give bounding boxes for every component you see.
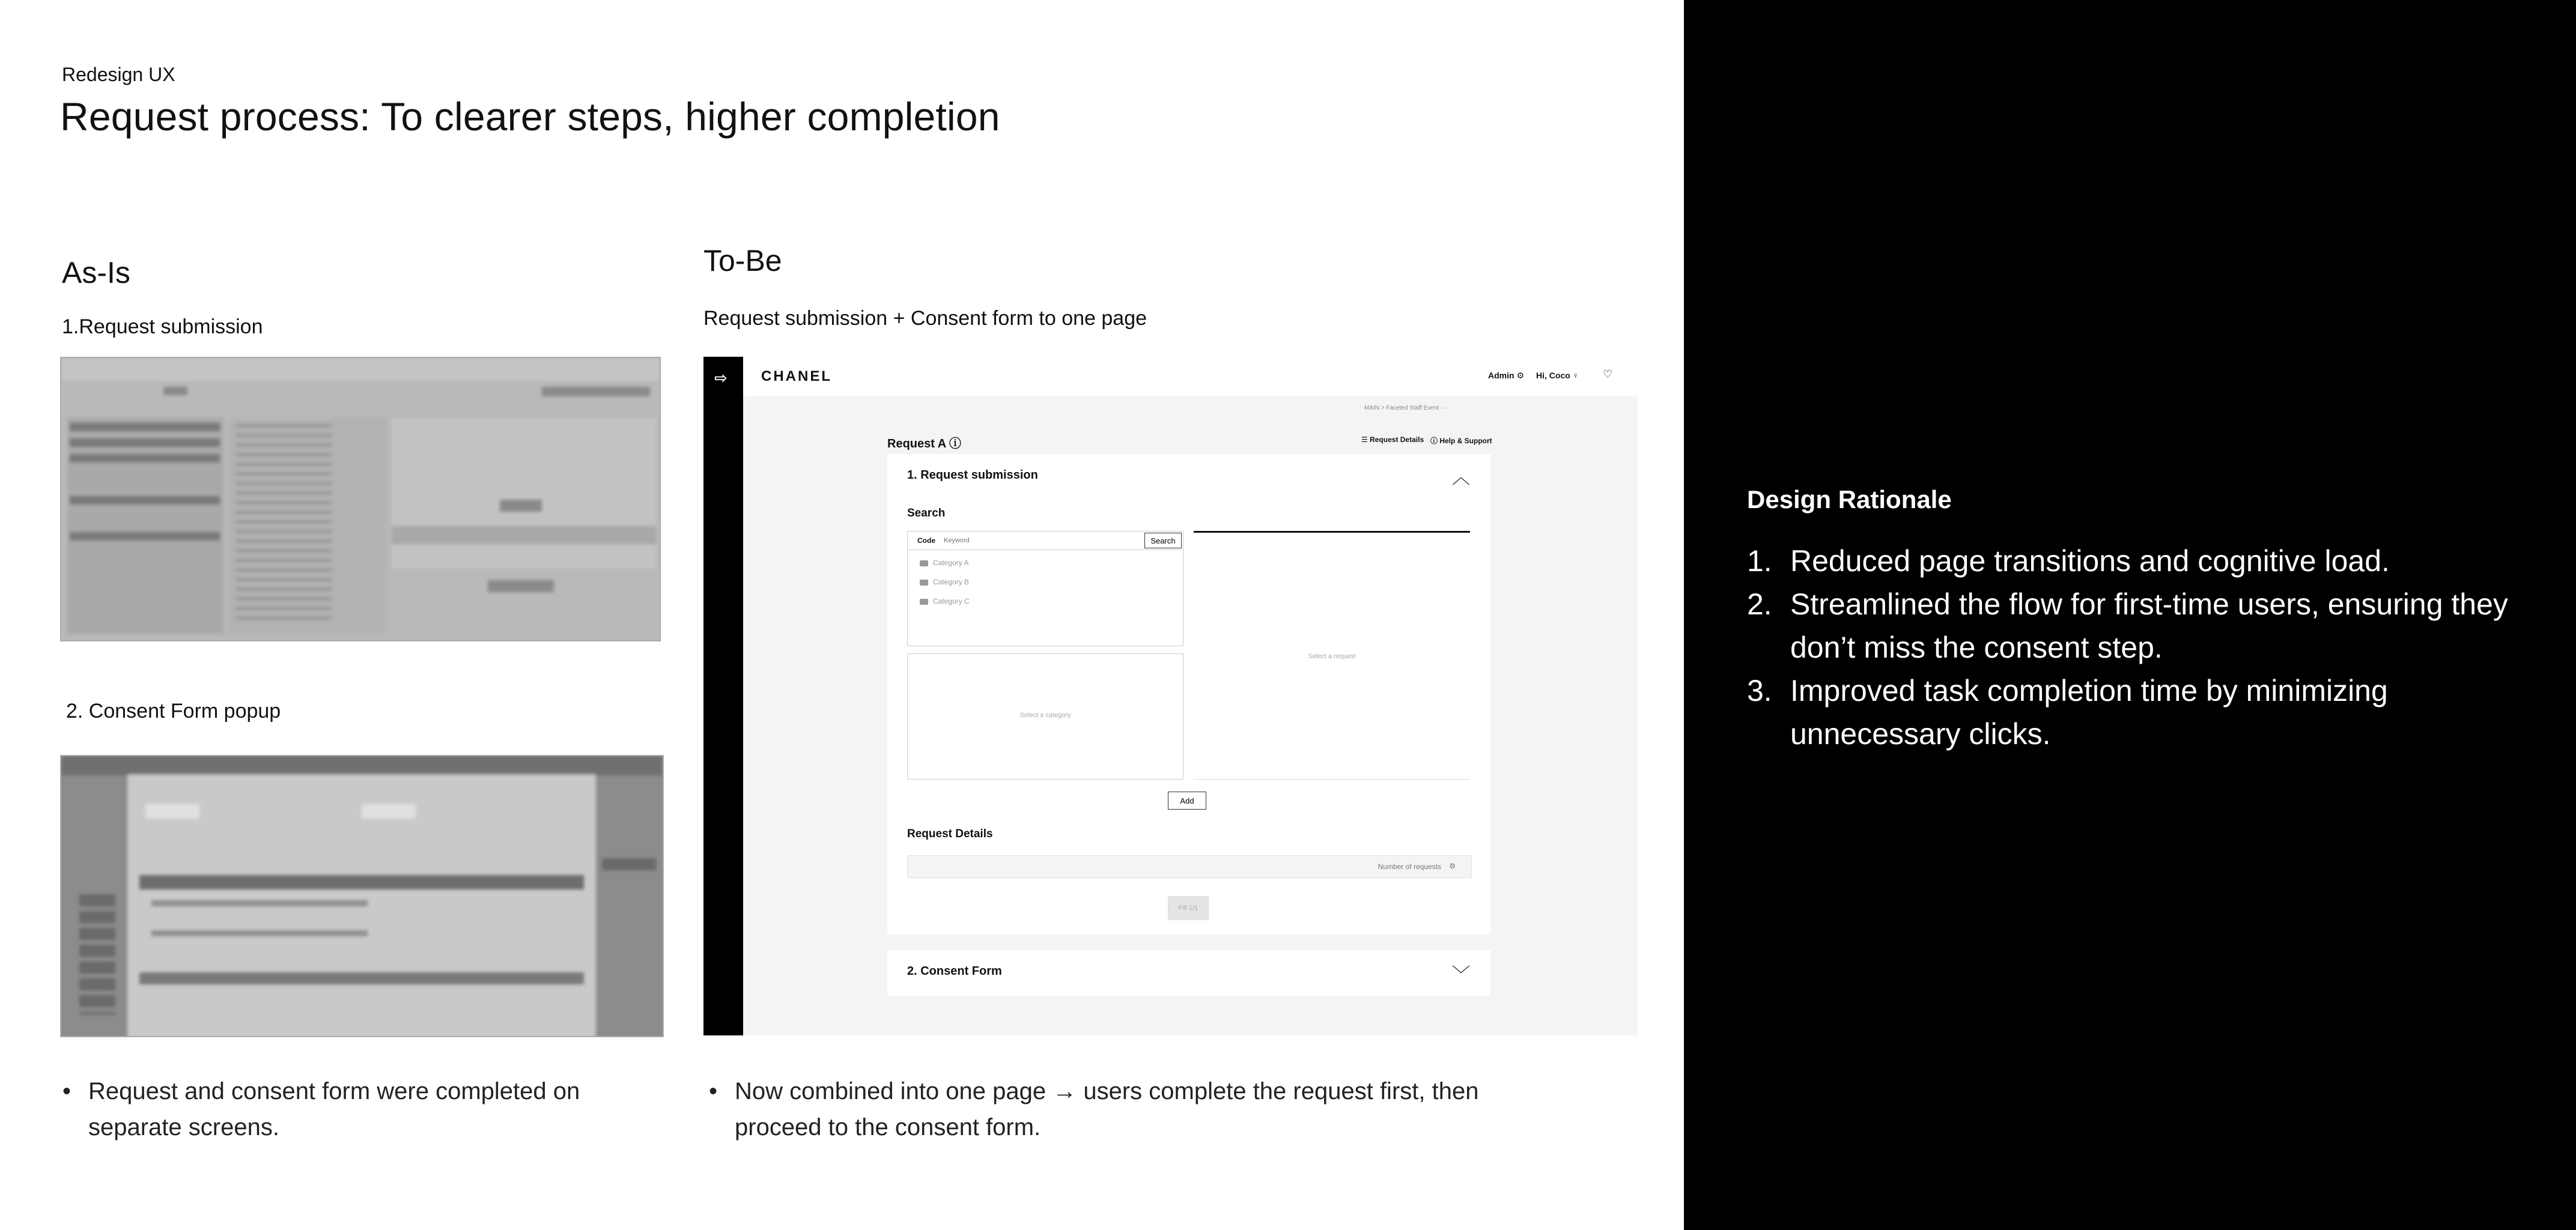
request-submission-card xyxy=(887,454,1490,935)
rationale-item: 1. Reduced page transitions and cognitive load. xyxy=(1747,544,2390,578)
as-is-request-screenshot xyxy=(60,357,661,641)
folder-icon xyxy=(920,580,928,586)
admin-link[interactable]: Admin ⚙ xyxy=(1488,371,1524,380)
section2-title[interactable]: 2. Consent Form xyxy=(907,965,1002,978)
to-be-bullet xyxy=(709,1073,1550,1151)
category-list xyxy=(907,550,1183,646)
rationale-title: Design Rationale xyxy=(1747,485,1952,514)
search-bar xyxy=(907,531,1183,550)
rationale-item: 2. Streamlined the flow for first-time users, ensuring they don’t miss the consent step. xyxy=(1747,587,2508,664)
request-details-label: Request Details xyxy=(907,828,993,840)
notification-bell-icon[interactable]: ♡ xyxy=(1603,368,1613,380)
to-be-subheading: Request submission + Consent form to one page xyxy=(703,307,1147,330)
number-of-requests-label: Number of requests xyxy=(1378,862,1441,871)
consent-form-card[interactable] xyxy=(887,950,1490,996)
rationale-item: 3. Improved task completion time by minimizing unnecessary clicks. xyxy=(1747,674,2388,751)
section1-title[interactable]: 1. Request submission xyxy=(907,468,1038,482)
code-select[interactable]: Code xyxy=(917,536,935,545)
folder-icon xyxy=(920,599,928,605)
request-details-bar xyxy=(907,855,1472,878)
to-be-heading: To-Be xyxy=(703,244,782,277)
select-category-hint: Select a category xyxy=(1019,712,1071,719)
add-button[interactable]: Add xyxy=(1168,792,1206,810)
help-support-link[interactable]: ⓘ Help & Support xyxy=(1430,437,1492,445)
category-item[interactable]: Category B xyxy=(920,578,969,586)
page-title: Request process: To clearer steps, higher completion xyxy=(60,94,1000,139)
request-title: Request A ⓘ xyxy=(887,437,961,450)
brand-logo[interactable]: CHANEL xyxy=(761,368,832,384)
as-is-bullet xyxy=(62,1073,663,1151)
request-list-panel xyxy=(1194,531,1470,780)
bullet-dot: • xyxy=(62,1078,71,1104)
user-greeting[interactable]: Hi, Coco ♀ xyxy=(1536,371,1579,380)
as-is-consent-popup-screenshot xyxy=(60,755,664,1037)
chevron-up-icon[interactable]: ︿ xyxy=(1452,468,1470,488)
as-is-step2-label: 2. Consent Form popup xyxy=(66,700,281,723)
category-detail-panel xyxy=(907,653,1183,780)
eyebrow-label: Redesign UX xyxy=(62,64,175,85)
expand-menu-icon[interactable]: ⇨ xyxy=(714,369,728,387)
mockup-top-bar xyxy=(743,357,1637,396)
request-details-link[interactable]: ☰ Request Details xyxy=(1361,435,1424,444)
as-is-step1-label: 1.Request submission xyxy=(62,315,263,338)
next-button[interactable]: Fill 1/1 xyxy=(1168,896,1209,920)
select-request-hint: Select a request xyxy=(1308,653,1356,660)
search-input[interactable] xyxy=(944,535,1124,547)
as-is-bullet-text: Request and consent form were completed on separate screens. xyxy=(88,1078,580,1141)
design-rationale-panel xyxy=(1684,0,2576,1230)
folder-icon xyxy=(920,560,928,566)
to-be-mockup xyxy=(703,357,1637,1035)
to-be-bullet-text: Now combined into one page → users complete the request first, then proceed to the consent form. xyxy=(735,1078,1479,1141)
bullet-dot: • xyxy=(709,1078,718,1104)
rationale-list xyxy=(1747,539,2528,756)
chevron-down-icon[interactable]: ﹀ xyxy=(1452,965,1470,985)
category-item[interactable]: Category C xyxy=(920,597,970,605)
search-button[interactable]: Search xyxy=(1144,533,1182,548)
breadcrumb: MAIN > Faceted Staff Event ··· xyxy=(1364,405,1447,411)
as-is-heading: As-Is xyxy=(62,256,130,289)
category-item[interactable]: Category A xyxy=(920,559,968,567)
mockup-side-rail xyxy=(703,357,743,1035)
settings-icon[interactable]: ⚙ xyxy=(1449,862,1456,870)
search-label: Search xyxy=(907,507,946,520)
